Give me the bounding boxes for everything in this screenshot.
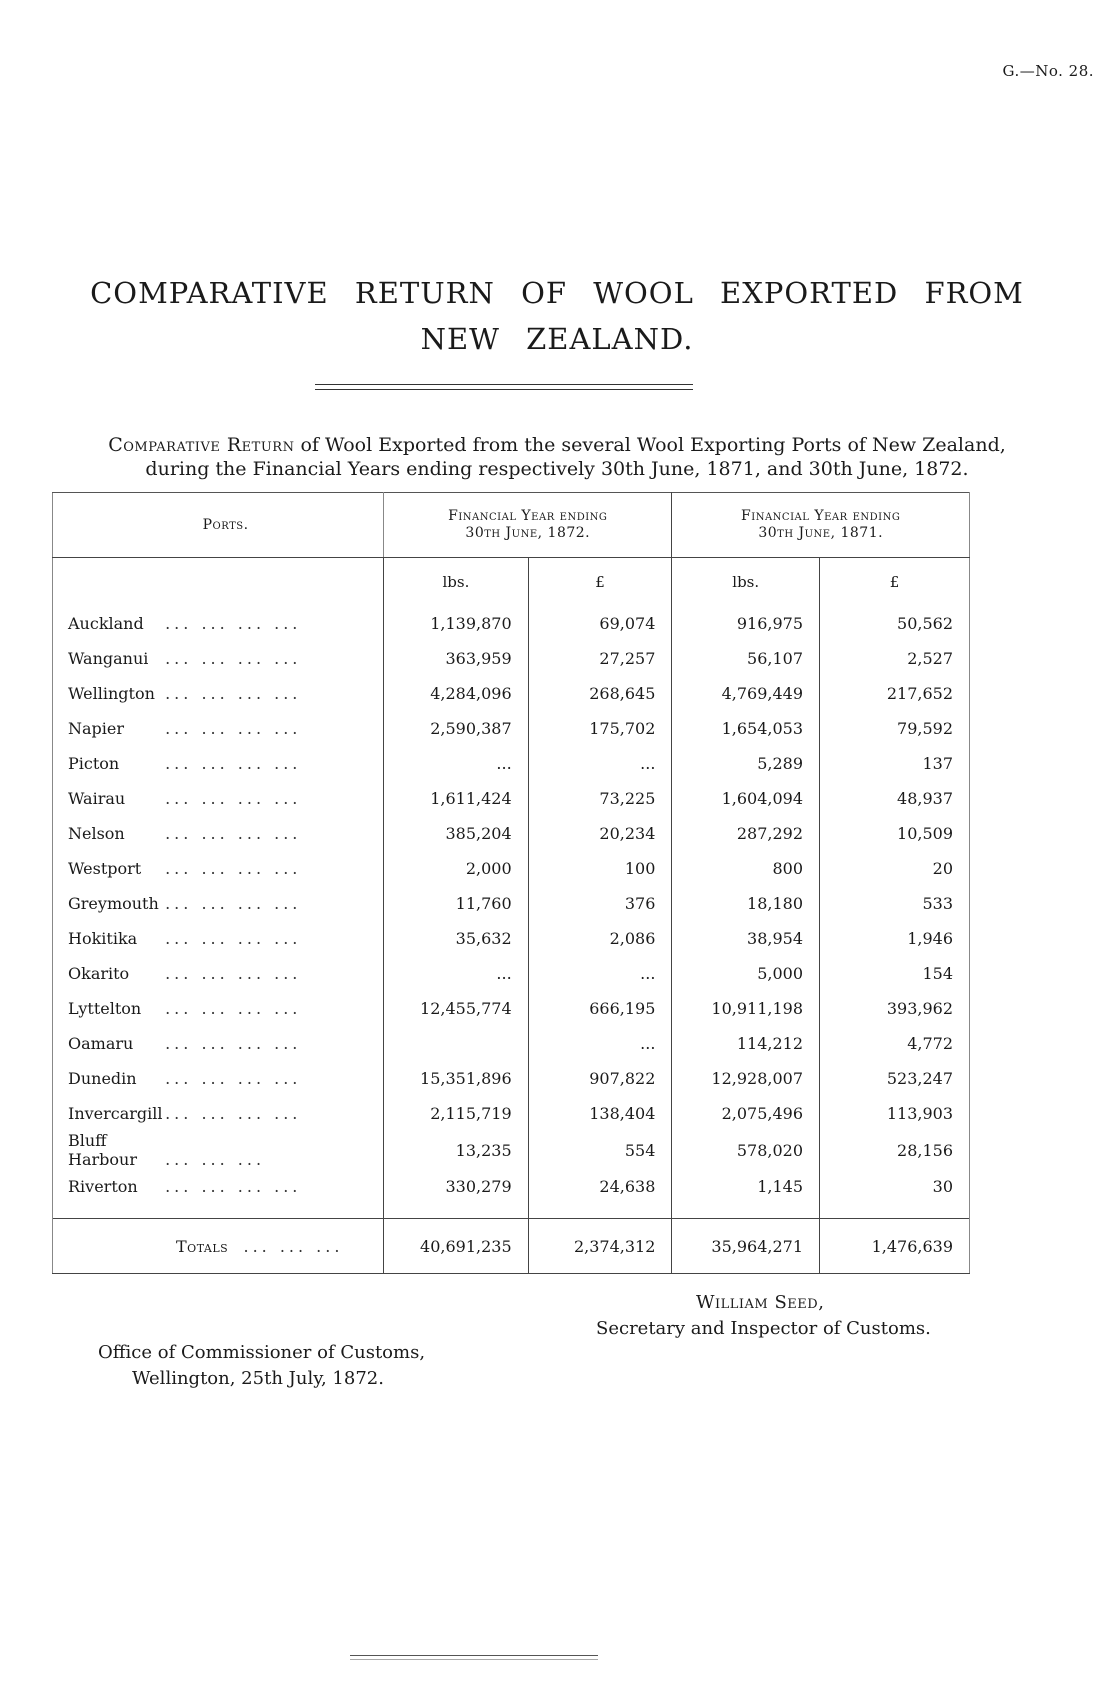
header-fy-1872 — [384, 493, 672, 558]
value-1871: 30 — [820, 1169, 970, 1204]
unit-lbs-1871: lbs. — [672, 558, 820, 607]
port-name: Wairau — [68, 789, 126, 808]
leader-dots: ... ... ... — [165, 1150, 266, 1169]
port-cell — [53, 1131, 384, 1169]
value-1871: 10,509 — [820, 816, 970, 851]
subtitle-rest: of Wool Exported from the several Wool Exporting Ports of New Zealand, — [294, 434, 1006, 456]
spacer-row — [53, 1204, 970, 1219]
value-1872: 175,702 — [528, 711, 672, 746]
lbs-1871: 38,954 — [672, 921, 820, 956]
office-block — [98, 1340, 425, 1392]
header-fy-1871 — [672, 493, 970, 558]
subtitle-lead: Comparative Return — [108, 434, 295, 456]
lbs-1871: 10,911,198 — [672, 991, 820, 1026]
header-fy-1871-line2: 30th June, 1871. — [758, 525, 884, 541]
lbs-1871: 2,075,496 — [672, 1096, 820, 1131]
port-cell — [53, 711, 384, 746]
document-reference: G.—No. 28. — [1002, 62, 1094, 80]
table-row — [53, 921, 970, 956]
value-1871: 1,946 — [820, 921, 970, 956]
leader-dots: ... ... ... ... — [165, 1069, 302, 1088]
port-name: Riverton — [68, 1177, 138, 1196]
lbs-1872: ... — [384, 956, 529, 991]
lbs-1872 — [384, 1026, 529, 1061]
total-value-1871: 1,476,639 — [820, 1219, 970, 1274]
leader-dots: ... ... ... ... — [165, 859, 302, 878]
value-1871: 50,562 — [820, 606, 970, 641]
leader-dots: ... ... ... ... — [165, 1104, 302, 1123]
leader-dots: ... ... ... ... — [165, 614, 302, 633]
total-lbs-1872: 40,691,235 — [384, 1219, 529, 1274]
office-line-2: Wellington, 25th July, 1872. — [132, 1368, 384, 1389]
units-blank — [53, 558, 384, 607]
leader-dots: ... ... ... ... — [165, 754, 302, 773]
value-1871: 79,592 — [820, 711, 970, 746]
value-1872: 100 — [528, 851, 672, 886]
table-row — [53, 816, 970, 851]
value-1871: 2,527 — [820, 641, 970, 676]
totals-label: Totals — [176, 1236, 229, 1256]
lbs-1872: 15,351,896 — [384, 1061, 529, 1096]
title-line-1: COMPARATIVE RETURN OF WOOL EXPORTED FROM — [90, 276, 1024, 310]
port-name: Okarito — [68, 964, 130, 983]
lbs-1871: 1,604,094 — [672, 781, 820, 816]
port-cell — [53, 886, 384, 921]
spacer-cell — [384, 1204, 529, 1219]
table-row — [53, 711, 970, 746]
leader-dots: ... ... ... ... — [165, 1177, 302, 1196]
port-cell — [53, 781, 384, 816]
port-name: Picton — [68, 754, 120, 773]
table-row — [53, 886, 970, 921]
unit-pounds-1872: £ — [528, 558, 672, 607]
value-1872: ... — [528, 956, 672, 991]
port-cell — [53, 606, 384, 641]
port-name: Westport — [68, 859, 142, 878]
leader-dots: ... ... ... ... — [165, 789, 302, 808]
table-row — [53, 1169, 970, 1204]
value-1871: 48,937 — [820, 781, 970, 816]
leader-dots: ... ... ... ... — [165, 649, 302, 668]
lbs-1871: 12,928,007 — [672, 1061, 820, 1096]
lbs-1871: 1,145 — [672, 1169, 820, 1204]
port-cell — [53, 816, 384, 851]
value-1872: 73,225 — [528, 781, 672, 816]
port-name: Napier — [68, 719, 125, 738]
lbs-1871: 56,107 — [672, 641, 820, 676]
lbs-1871: 114,212 — [672, 1026, 820, 1061]
port-cell — [53, 1096, 384, 1131]
header-ports: Ports. — [53, 493, 384, 558]
subtitle-line-1 — [40, 433, 1074, 457]
port-name: Oamaru — [68, 1034, 134, 1053]
lbs-1871: 916,975 — [672, 606, 820, 641]
spacer-cell — [53, 1204, 384, 1219]
value-1872: 554 — [528, 1131, 672, 1169]
leader-dots: ... ... ... ... — [165, 894, 302, 913]
units-row — [53, 558, 970, 607]
leader-dots: ... ... ... ... — [165, 999, 302, 1018]
lbs-1871: 5,000 — [672, 956, 820, 991]
signatory-name: William Seed, — [696, 1292, 825, 1313]
value-1872: ... — [528, 746, 672, 781]
spacer-cell — [820, 1204, 970, 1219]
leader-dots: ... ... ... ... — [165, 684, 302, 703]
table-row — [53, 606, 970, 641]
lbs-1872: ... — [384, 746, 529, 781]
lbs-1871: 287,292 — [672, 816, 820, 851]
port-cell — [53, 991, 384, 1026]
spacer-cell — [672, 1204, 820, 1219]
closing-rule-visible — [350, 1655, 598, 1660]
table-row — [53, 991, 970, 1026]
value-1872: 666,195 — [528, 991, 672, 1026]
leader-dots: ... ... ... ... — [165, 824, 302, 843]
table-header-row — [53, 493, 970, 558]
total-lbs-1871: 35,964,271 — [672, 1219, 820, 1274]
totals-label-cell — [53, 1219, 384, 1274]
lbs-1872: 2,115,719 — [384, 1096, 529, 1131]
value-1871: 28,156 — [820, 1131, 970, 1169]
title-line-2: NEW ZEALAND. — [420, 322, 694, 356]
document-title — [0, 270, 1114, 362]
value-1872: 138,404 — [528, 1096, 672, 1131]
port-name: Dunedin — [68, 1069, 137, 1088]
value-1871: 113,903 — [820, 1096, 970, 1131]
port-cell — [53, 1169, 384, 1204]
lbs-1871: 5,289 — [672, 746, 820, 781]
table-row — [53, 641, 970, 676]
header-fy-1871-line1: Financial Year ending — [741, 508, 901, 524]
totals-leader-dots: ... ... ... — [243, 1236, 344, 1256]
port-cell — [53, 956, 384, 991]
port-name: Wellington — [68, 684, 155, 703]
unit-lbs-1872: lbs. — [384, 558, 529, 607]
port-name: Hokitika — [68, 929, 138, 948]
table-row — [53, 851, 970, 886]
lbs-1871: 4,769,449 — [672, 676, 820, 711]
port-cell — [53, 1026, 384, 1061]
value-1872: 268,645 — [528, 676, 672, 711]
title-rule — [315, 384, 693, 390]
table-row — [53, 1096, 970, 1131]
port-name: Wanganui — [68, 649, 149, 668]
value-1872: 27,257 — [528, 641, 672, 676]
value-1872: 20,234 — [528, 816, 672, 851]
lbs-1872: 2,590,387 — [384, 711, 529, 746]
value-1872: 69,074 — [528, 606, 672, 641]
value-1871: 393,962 — [820, 991, 970, 1026]
table-row — [53, 676, 970, 711]
totals-row — [53, 1219, 970, 1274]
port-name: Invercargill — [68, 1104, 163, 1123]
leader-dots: ... ... ... ... — [165, 964, 302, 983]
lbs-1871: 18,180 — [672, 886, 820, 921]
signature-block — [596, 1290, 931, 1342]
document-subtitle — [40, 433, 1074, 481]
lbs-1872: 1,611,424 — [384, 781, 529, 816]
lbs-1872: 385,204 — [384, 816, 529, 851]
lbs-1871: 1,654,053 — [672, 711, 820, 746]
lbs-1871: 800 — [672, 851, 820, 886]
lbs-1872: 11,760 — [384, 886, 529, 921]
lbs-1872: 330,279 — [384, 1169, 529, 1204]
unit-pounds-1871: £ — [820, 558, 970, 607]
value-1871: 533 — [820, 886, 970, 921]
table-row — [53, 746, 970, 781]
header-fy-1872-line1: Financial Year ending — [448, 508, 608, 524]
lbs-1872: 2,000 — [384, 851, 529, 886]
port-name: Nelson — [68, 824, 125, 843]
lbs-1872: 1,139,870 — [384, 606, 529, 641]
lbs-1872: 12,455,774 — [384, 991, 529, 1026]
port-cell — [53, 1061, 384, 1096]
value-1872: 24,638 — [528, 1169, 672, 1204]
value-1872: ... — [528, 1026, 672, 1061]
value-1871: 4,772 — [820, 1026, 970, 1061]
value-1871: 154 — [820, 956, 970, 991]
wool-export-table — [52, 492, 970, 1274]
lbs-1872: 13,235 — [384, 1131, 529, 1169]
office-line-1: Office of Commissioner of Customs, — [98, 1342, 426, 1363]
port-name: Bluff Harbour — [68, 1131, 137, 1169]
table-row — [53, 1061, 970, 1096]
leader-dots: ... ... ... ... — [165, 929, 302, 948]
table-row — [53, 1026, 970, 1061]
lbs-1872: 363,959 — [384, 641, 529, 676]
port-name: Auckland — [68, 614, 144, 633]
lbs-1872: 4,284,096 — [384, 676, 529, 711]
port-cell — [53, 676, 384, 711]
value-1871: 137 — [820, 746, 970, 781]
value-1872: 907,822 — [528, 1061, 672, 1096]
signatory-title: Secretary and Inspector of Customs. — [596, 1318, 931, 1339]
port-cell — [53, 851, 384, 886]
lbs-1871: 578,020 — [672, 1131, 820, 1169]
header-fy-1872-line2: 30th June, 1872. — [465, 525, 591, 541]
port-name: Greymouth — [68, 894, 159, 913]
lbs-1872: 35,632 — [384, 921, 529, 956]
port-cell — [53, 746, 384, 781]
total-value-1872: 2,374,312 — [528, 1219, 672, 1274]
spacer-cell — [528, 1204, 672, 1219]
table-row — [53, 956, 970, 991]
value-1871: 20 — [820, 851, 970, 886]
table-row — [53, 781, 970, 816]
value-1871: 523,247 — [820, 1061, 970, 1096]
port-name: Lyttelton — [68, 999, 142, 1018]
value-1872: 376 — [528, 886, 672, 921]
port-cell — [53, 641, 384, 676]
subtitle-line-2: during the Financial Years ending respectively 30th June, 1871, and 30th June, 1872. — [145, 458, 969, 480]
value-1872: 2,086 — [528, 921, 672, 956]
port-cell — [53, 921, 384, 956]
table-row — [53, 1131, 970, 1169]
value-1871: 217,652 — [820, 676, 970, 711]
leader-dots: ... ... ... ... — [165, 1034, 302, 1053]
leader-dots: ... ... ... ... — [165, 719, 302, 738]
